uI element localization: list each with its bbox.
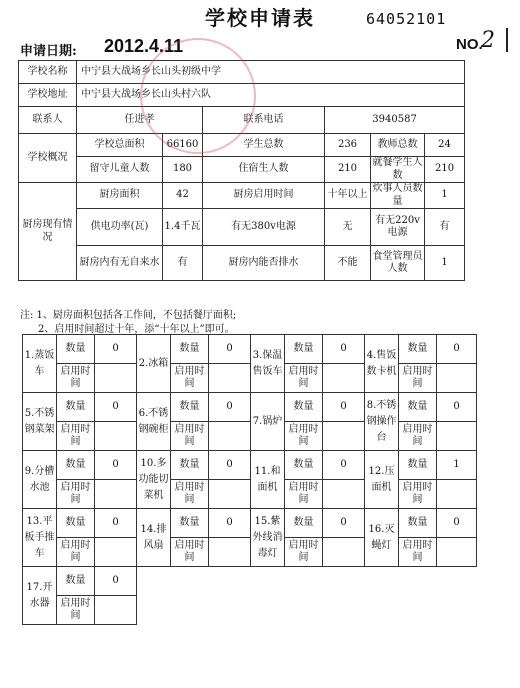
- equipment-time-value: [323, 422, 365, 451]
- students-label: 学生总数: [203, 134, 325, 157]
- kitchen-since-value: 十年以上: [325, 183, 371, 209]
- canteen-manager-value: 1: [425, 246, 465, 281]
- water-value: 有: [163, 246, 203, 281]
- empty-cell: [137, 567, 251, 625]
- dining-label: 就餐学生人数: [372, 157, 423, 181]
- kitchen-area-value: 42: [163, 183, 203, 209]
- equipment-qty-value: 0: [95, 393, 137, 422]
- equipment-time-label: 启用时间: [399, 480, 437, 509]
- phone-value: 3940587: [325, 107, 465, 134]
- boarding-value: 210: [325, 157, 371, 183]
- teachers-value: 24: [425, 134, 465, 157]
- equipment-name: 1.蒸饭车: [23, 335, 57, 393]
- equipment-time-value: [437, 538, 477, 567]
- equipment-time-label: 启用时间: [171, 538, 209, 567]
- equipment-time-value: [95, 538, 137, 567]
- equipment-qty-value: 0: [323, 509, 365, 538]
- empty-cell: [365, 567, 477, 625]
- equipment-qty-value: 0: [209, 335, 251, 364]
- drain-value: 不能: [325, 246, 371, 281]
- equipment-qty-value: 0: [95, 509, 137, 538]
- equipment-name: 11.和面机: [251, 451, 285, 509]
- equipment-qty-label: 数量: [171, 335, 209, 364]
- date-value: 2012.4.11: [104, 36, 184, 56]
- equipment-time-value: [437, 364, 477, 393]
- left-behind-value: 180: [163, 157, 203, 183]
- serial-number: 64052101: [366, 10, 447, 28]
- equipment-time-label: 启用时间: [57, 538, 95, 567]
- equipment-name: 16.灭蝇灯: [365, 509, 399, 567]
- v220-label: 有无220v电源: [371, 209, 425, 246]
- school-info-table: [18, 60, 465, 281]
- equipment-time-label: 启用时间: [57, 422, 95, 451]
- date-label: 申请日期:: [20, 44, 77, 59]
- equipment-time-value: [437, 422, 477, 451]
- phone-label: 联系电话: [203, 107, 325, 134]
- equipment-qty-value: 0: [437, 335, 477, 364]
- boarding-label: 住宿生人数: [203, 157, 325, 183]
- canteen-manager-label: 食堂管理员人数: [371, 246, 425, 281]
- total-area-label: 学校总面积: [77, 134, 163, 157]
- equipment-qty-label: 数量: [285, 451, 323, 480]
- equipment-time-label: 启用时间: [399, 538, 437, 567]
- equipment-qty-value: 0: [95, 567, 137, 596]
- equipment-time-label: 启用时间: [171, 422, 209, 451]
- equipment-name: 5.不锈钢菜架: [23, 393, 57, 451]
- equipment-name: 17.开水器: [23, 567, 57, 625]
- equipment-time-label: 启用时间: [285, 538, 323, 567]
- equipment-qty-label: 数量: [171, 509, 209, 538]
- equipment-name: 14.排风扇: [137, 509, 171, 567]
- kitchen-label: 厨房现有情况: [19, 183, 77, 281]
- equipment-time-label: 启用时间: [285, 422, 323, 451]
- equipment-table: [22, 334, 477, 625]
- form-title: 学校申请表: [205, 6, 315, 30]
- equipment-time-label: 启用时间: [57, 364, 95, 393]
- school-name-value: 中宁县大战场乡长山头初级中学: [77, 61, 465, 84]
- handwritten-mark: [506, 28, 508, 52]
- overview-label: 学校概况: [19, 134, 77, 183]
- note-line-2: 2、启用时间超过十年，添“十年以上”即可。: [38, 324, 235, 335]
- equipment-qty-value: 0: [323, 335, 365, 364]
- equipment-time-value: [323, 364, 365, 393]
- equipment-name: 3.保温售饭车: [251, 335, 285, 393]
- equipment-time-label: 启用时间: [399, 364, 437, 393]
- power-value: 1.4千瓦: [163, 209, 203, 246]
- equipment-qty-label: 数量: [171, 451, 209, 480]
- drain-label: 厨房内能否排水: [203, 246, 325, 281]
- equipment-time-label: 启用时间: [399, 422, 437, 451]
- water-label: 厨房内有无自来水: [77, 246, 163, 281]
- equipment-qty-value: 0: [95, 451, 137, 480]
- total-area-value: 66160: [163, 134, 203, 157]
- equipment-qty-label: 数量: [285, 509, 323, 538]
- equipment-qty-label: 数量: [399, 335, 437, 364]
- left-behind-label: 留守儿童人数: [77, 157, 163, 183]
- equipment-qty-label: 数量: [57, 335, 95, 364]
- equipment-qty-value: 0: [209, 393, 251, 422]
- kitchen-staff-label: 炊事人员数量: [372, 183, 423, 207]
- kitchen-since-label: 厨房启用时间: [203, 183, 325, 209]
- equipment-time-value: [209, 422, 251, 451]
- equipment-qty-label: 数量: [171, 393, 209, 422]
- equipment-time-value: [437, 480, 477, 509]
- equipment-time-label: 启用时间: [171, 480, 209, 509]
- equipment-name: 10.多功能切菜机: [137, 451, 171, 509]
- equipment-time-label: 启用时间: [285, 364, 323, 393]
- equipment-qty-value: 0: [437, 509, 477, 538]
- empty-cell: [251, 567, 365, 625]
- equipment-time-label: 启用时间: [57, 480, 95, 509]
- v220-value: 有: [425, 209, 465, 246]
- teachers-label: 教师总数: [371, 134, 425, 157]
- equipment-time-value: [95, 364, 137, 393]
- equipment-time-value: [95, 480, 137, 509]
- equipment-qty-label: 数量: [57, 393, 95, 422]
- school-name-label: 学校名称: [19, 61, 77, 84]
- equipment-time-label: 启用时间: [285, 480, 323, 509]
- power-label: 供电功率(瓦): [77, 209, 163, 246]
- school-address-value: 中宁县大战场乡长山头村六队: [77, 84, 465, 107]
- equipment-name: 6.不锈钢碗柜: [137, 393, 171, 451]
- equipment-time-value: [323, 538, 365, 567]
- equipment-time-value: [209, 364, 251, 393]
- equipment-qty-label: 数量: [399, 451, 437, 480]
- kitchen-area-label: 厨房面积: [77, 183, 163, 209]
- equipment-qty-value: 0: [209, 509, 251, 538]
- equipment-qty-label: 数量: [57, 567, 95, 596]
- equipment-name: 15.紫外线消毒灯: [251, 509, 285, 567]
- equipment-time-value: [95, 596, 137, 625]
- equipment-name: 4.售饭数卡机: [365, 335, 399, 393]
- number-value: 2: [481, 28, 495, 53]
- equipment-qty-value: 0: [437, 393, 477, 422]
- contact-label: 联系人: [19, 107, 77, 134]
- equipment-qty-value: 0: [323, 451, 365, 480]
- equipment-qty-label: 数量: [399, 509, 437, 538]
- equipment-qty-value: 1: [437, 451, 477, 480]
- equipment-qty-label: 数量: [57, 451, 95, 480]
- equipment-qty-label: 数量: [285, 393, 323, 422]
- equipment-time-value: [209, 538, 251, 567]
- equipment-name: 13.平板手推车: [23, 509, 57, 567]
- equipment-time-label: 启用时间: [57, 596, 95, 625]
- contact-value: 任进孝: [77, 107, 203, 134]
- equipment-name: 8.不锈钢操作台: [365, 393, 399, 451]
- dining-value: 210: [425, 157, 465, 183]
- equipment-qty-value: 0: [95, 335, 137, 364]
- equipment-qty-label: 数量: [285, 335, 323, 364]
- equipment-time-value: [323, 480, 365, 509]
- equipment-qty-label: 数量: [399, 393, 437, 422]
- equipment-time-value: [209, 480, 251, 509]
- equipment-name: 12.压面机: [365, 451, 399, 509]
- kitchen-staff-value: 1: [425, 183, 465, 209]
- equipment-qty-value: 0: [323, 393, 365, 422]
- equipment-name: 2.冰箱: [137, 335, 171, 393]
- equipment-name: 9.分槽水池: [23, 451, 57, 509]
- v380-label: 有无380v电源: [203, 209, 325, 246]
- v380-value: 无: [325, 209, 371, 246]
- equipment-qty-label: 数量: [57, 509, 95, 538]
- school-address-label: 学校地址: [19, 84, 77, 107]
- equipment-name: 7.锅炉: [251, 393, 285, 451]
- students-value: 236: [325, 134, 371, 157]
- number-label: NO.: [456, 36, 483, 53]
- note-line-1: 注: 1、厨房面积包括各工作间，不包括餐厅面积;: [20, 310, 237, 321]
- equipment-qty-value: 0: [209, 451, 251, 480]
- equipment-time-value: [95, 422, 137, 451]
- equipment-time-label: 启用时间: [171, 364, 209, 393]
